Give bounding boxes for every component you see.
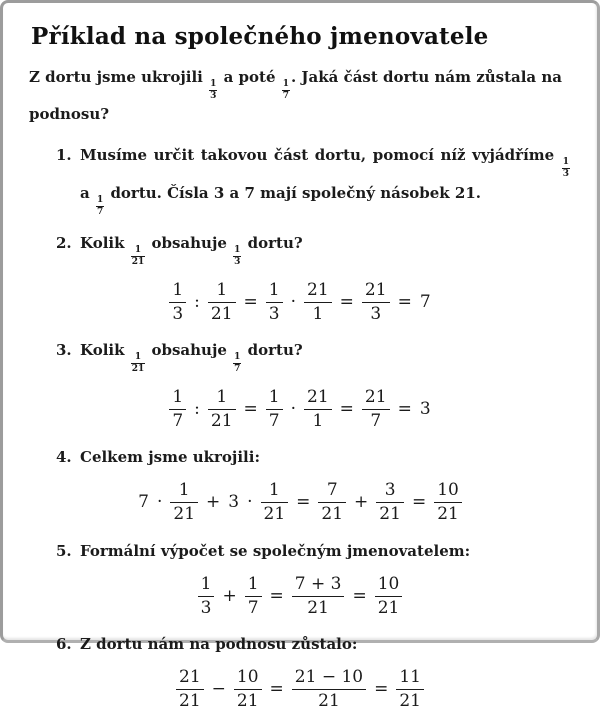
fraction-denominator: 21 <box>396 689 424 712</box>
fraction <box>131 245 146 269</box>
page-title: Příklad na společného jmenovatele <box>31 23 489 50</box>
fraction-numerator: 1 <box>96 194 104 205</box>
fraction-denominator: 21 <box>292 689 366 712</box>
fraction-denominator: 21 <box>131 257 145 268</box>
fraction <box>208 280 236 326</box>
step-number: 2. <box>56 234 72 252</box>
operator: : <box>194 291 200 312</box>
text-run: Celkem jsme ukrojili: <box>80 448 260 466</box>
fraction <box>396 667 424 713</box>
text-run: dortu. Čísla 3 a 7 mají společný násobek 21. <box>105 183 482 202</box>
fraction-numerator: 1 <box>268 480 280 500</box>
operator: · <box>290 291 297 312</box>
fraction <box>362 280 390 326</box>
step-text <box>80 539 571 563</box>
intro-paragraph <box>29 66 571 125</box>
step-item-5 <box>56 539 571 620</box>
fraction <box>282 79 290 103</box>
operator: · <box>247 492 253 513</box>
text-run: . Jaká část dortu nám zůstala na podnosu? <box>29 68 562 123</box>
fraction-denominator: 21 <box>170 502 198 525</box>
fraction-denominator: 3 <box>210 91 217 102</box>
fraction-numerator: 1 <box>216 386 228 407</box>
operator: + <box>206 492 221 513</box>
fraction-denominator: 7 <box>169 409 186 432</box>
step-text <box>80 143 571 218</box>
fraction-denominator: 1 <box>304 302 332 325</box>
fraction-numerator: 1 <box>178 480 190 500</box>
fraction-numerator: 1 <box>562 157 569 167</box>
operator: : <box>194 398 200 419</box>
text-run: a poté <box>218 68 281 86</box>
operator: = <box>243 291 258 312</box>
fraction-denominator: 21 <box>208 302 236 325</box>
step-number: 5. <box>56 541 72 560</box>
fraction-numerator: 11 <box>399 667 421 687</box>
fraction-numerator: 21 <box>307 386 329 407</box>
fraction <box>318 480 346 526</box>
fraction <box>209 79 217 103</box>
operator: = <box>269 585 284 606</box>
fraction-numerator: 21 <box>364 279 387 300</box>
text-run: Musíme určit takovou část dortu, pomocí níž vyjádříme <box>80 146 561 164</box>
operator: · <box>290 398 297 419</box>
fraction-denominator: 1 <box>304 409 332 432</box>
fraction-numerator: 1 <box>247 573 259 594</box>
fraction <box>233 245 241 269</box>
fraction <box>169 387 186 433</box>
operator: = <box>374 679 389 700</box>
fraction-denominator: 3 <box>562 169 569 180</box>
text-run: Kolik <box>80 341 130 359</box>
fraction-denominator: 3 <box>198 596 215 619</box>
fraction <box>176 667 204 713</box>
fraction-numerator: 3 <box>384 480 396 500</box>
fraction-numerator: 1 <box>282 79 289 89</box>
fraction-numerator: 1 <box>134 352 142 362</box>
fraction-numerator: 10 <box>377 573 400 594</box>
fraction-denominator: 21 <box>292 596 345 619</box>
fraction-numerator: 1 <box>172 386 184 407</box>
step-number: 6. <box>56 635 72 653</box>
text-run: Formální výpočet se společným jmenovatelem: <box>80 541 471 560</box>
fraction-denominator: 21 <box>376 502 404 525</box>
fraction <box>434 480 462 526</box>
fraction <box>266 280 283 326</box>
fraction <box>169 280 186 326</box>
fraction-numerator: 1 <box>234 245 241 255</box>
operator: − <box>211 679 226 700</box>
fraction-numerator: 1 <box>134 245 142 255</box>
fraction-denominator: 21 <box>318 502 346 525</box>
step-number: 3. <box>56 341 72 359</box>
fraction-denominator: 3 <box>266 302 283 325</box>
fraction-denominator: 7 <box>362 409 390 432</box>
fraction-numerator: 21 − 10 <box>294 667 364 687</box>
fraction <box>266 387 283 433</box>
fraction <box>376 480 404 526</box>
step-number: 4. <box>56 448 72 466</box>
fraction-numerator: 7 + 3 <box>294 573 342 594</box>
operator: + <box>354 492 369 513</box>
fraction-numerator: 1 <box>268 386 280 407</box>
step-item-2 <box>56 231 571 325</box>
text-run: dortu? <box>242 234 303 252</box>
fraction <box>362 387 390 433</box>
fraction-denominator: 21 <box>234 689 262 712</box>
fraction <box>304 387 332 433</box>
text-run: obsahuje <box>146 234 233 252</box>
fraction <box>245 574 262 620</box>
text-run: 3 <box>419 398 431 419</box>
math-equation <box>29 480 571 526</box>
step-text <box>80 338 571 376</box>
step-text <box>80 231 571 269</box>
fraction <box>233 352 241 376</box>
fraction <box>292 667 366 713</box>
fraction-denominator: 7 <box>266 409 283 432</box>
fraction-denominator: 3 <box>362 302 390 325</box>
step-text <box>80 445 571 469</box>
fraction-numerator: 1 <box>234 352 241 362</box>
fraction <box>261 480 289 526</box>
fraction-denominator: 21 <box>208 409 236 432</box>
operator: + <box>222 585 237 606</box>
text-run: a <box>80 183 95 202</box>
fraction-denominator: 3 <box>234 257 241 268</box>
step-item-6 <box>56 632 571 713</box>
fraction <box>96 195 104 219</box>
fraction-numerator: 10 <box>437 480 459 500</box>
operator: = <box>397 291 412 312</box>
fraction-denominator: 7 <box>245 596 262 619</box>
fraction-denominator: 21 <box>261 502 289 525</box>
fraction-numerator: 1 <box>216 279 228 300</box>
math-equation <box>29 387 571 433</box>
text-run: 7 <box>138 492 149 513</box>
fraction-numerator: 1 <box>268 279 280 300</box>
text-run: Z dortu jsme ukrojili <box>29 68 209 86</box>
operator: = <box>339 291 354 312</box>
step-item-3 <box>56 338 571 432</box>
fraction-numerator: 7 <box>326 480 338 500</box>
step-item-1 <box>56 143 571 218</box>
fraction <box>198 574 215 620</box>
fraction-numerator: 1 <box>172 279 184 300</box>
operator: = <box>339 398 354 419</box>
fraction-denominator: 21 <box>375 596 403 619</box>
fraction <box>170 480 198 526</box>
fraction-numerator: 21 <box>307 279 329 300</box>
fraction-denominator: 7 <box>282 91 289 102</box>
math-equation <box>29 667 571 713</box>
text-run: 3 <box>228 492 240 513</box>
math-equation <box>29 280 571 326</box>
fraction-denominator: 7 <box>96 206 104 217</box>
step-number: 1. <box>56 146 72 164</box>
fraction-denominator: 7 <box>234 364 241 375</box>
fraction-denominator: 21 <box>131 364 145 375</box>
math-equation <box>29 574 571 620</box>
step-item-4 <box>56 445 571 526</box>
text-run: 7 <box>419 291 431 312</box>
operator: = <box>296 492 311 513</box>
operator: = <box>411 492 427 513</box>
operator: = <box>397 398 412 419</box>
fraction <box>562 157 570 181</box>
step-text <box>80 632 571 656</box>
fraction <box>234 667 262 713</box>
text-run: Z dortu nám na podnosu zůstalo: <box>80 635 358 653</box>
operator: = <box>269 679 284 700</box>
fraction-numerator: 1 <box>210 79 217 89</box>
fraction-numerator: 21 <box>179 667 201 687</box>
fraction <box>208 387 236 433</box>
fraction-numerator: 21 <box>364 386 387 407</box>
fraction-denominator: 3 <box>169 302 186 325</box>
fraction-denominator: 21 <box>176 689 204 712</box>
text-run: Kolik <box>80 234 130 252</box>
fraction <box>292 574 345 620</box>
operator: = <box>243 398 258 419</box>
fraction <box>304 280 332 326</box>
fraction-numerator: 1 <box>200 573 212 594</box>
steps-list <box>56 143 571 713</box>
operator: · <box>156 492 163 513</box>
fraction-numerator: 10 <box>236 667 259 687</box>
text-run: dortu? <box>242 341 303 359</box>
fraction <box>375 574 403 620</box>
fraction-denominator: 21 <box>434 502 462 525</box>
text-run: obsahuje <box>146 341 233 359</box>
operator: = <box>352 585 367 606</box>
fraction <box>131 352 146 376</box>
